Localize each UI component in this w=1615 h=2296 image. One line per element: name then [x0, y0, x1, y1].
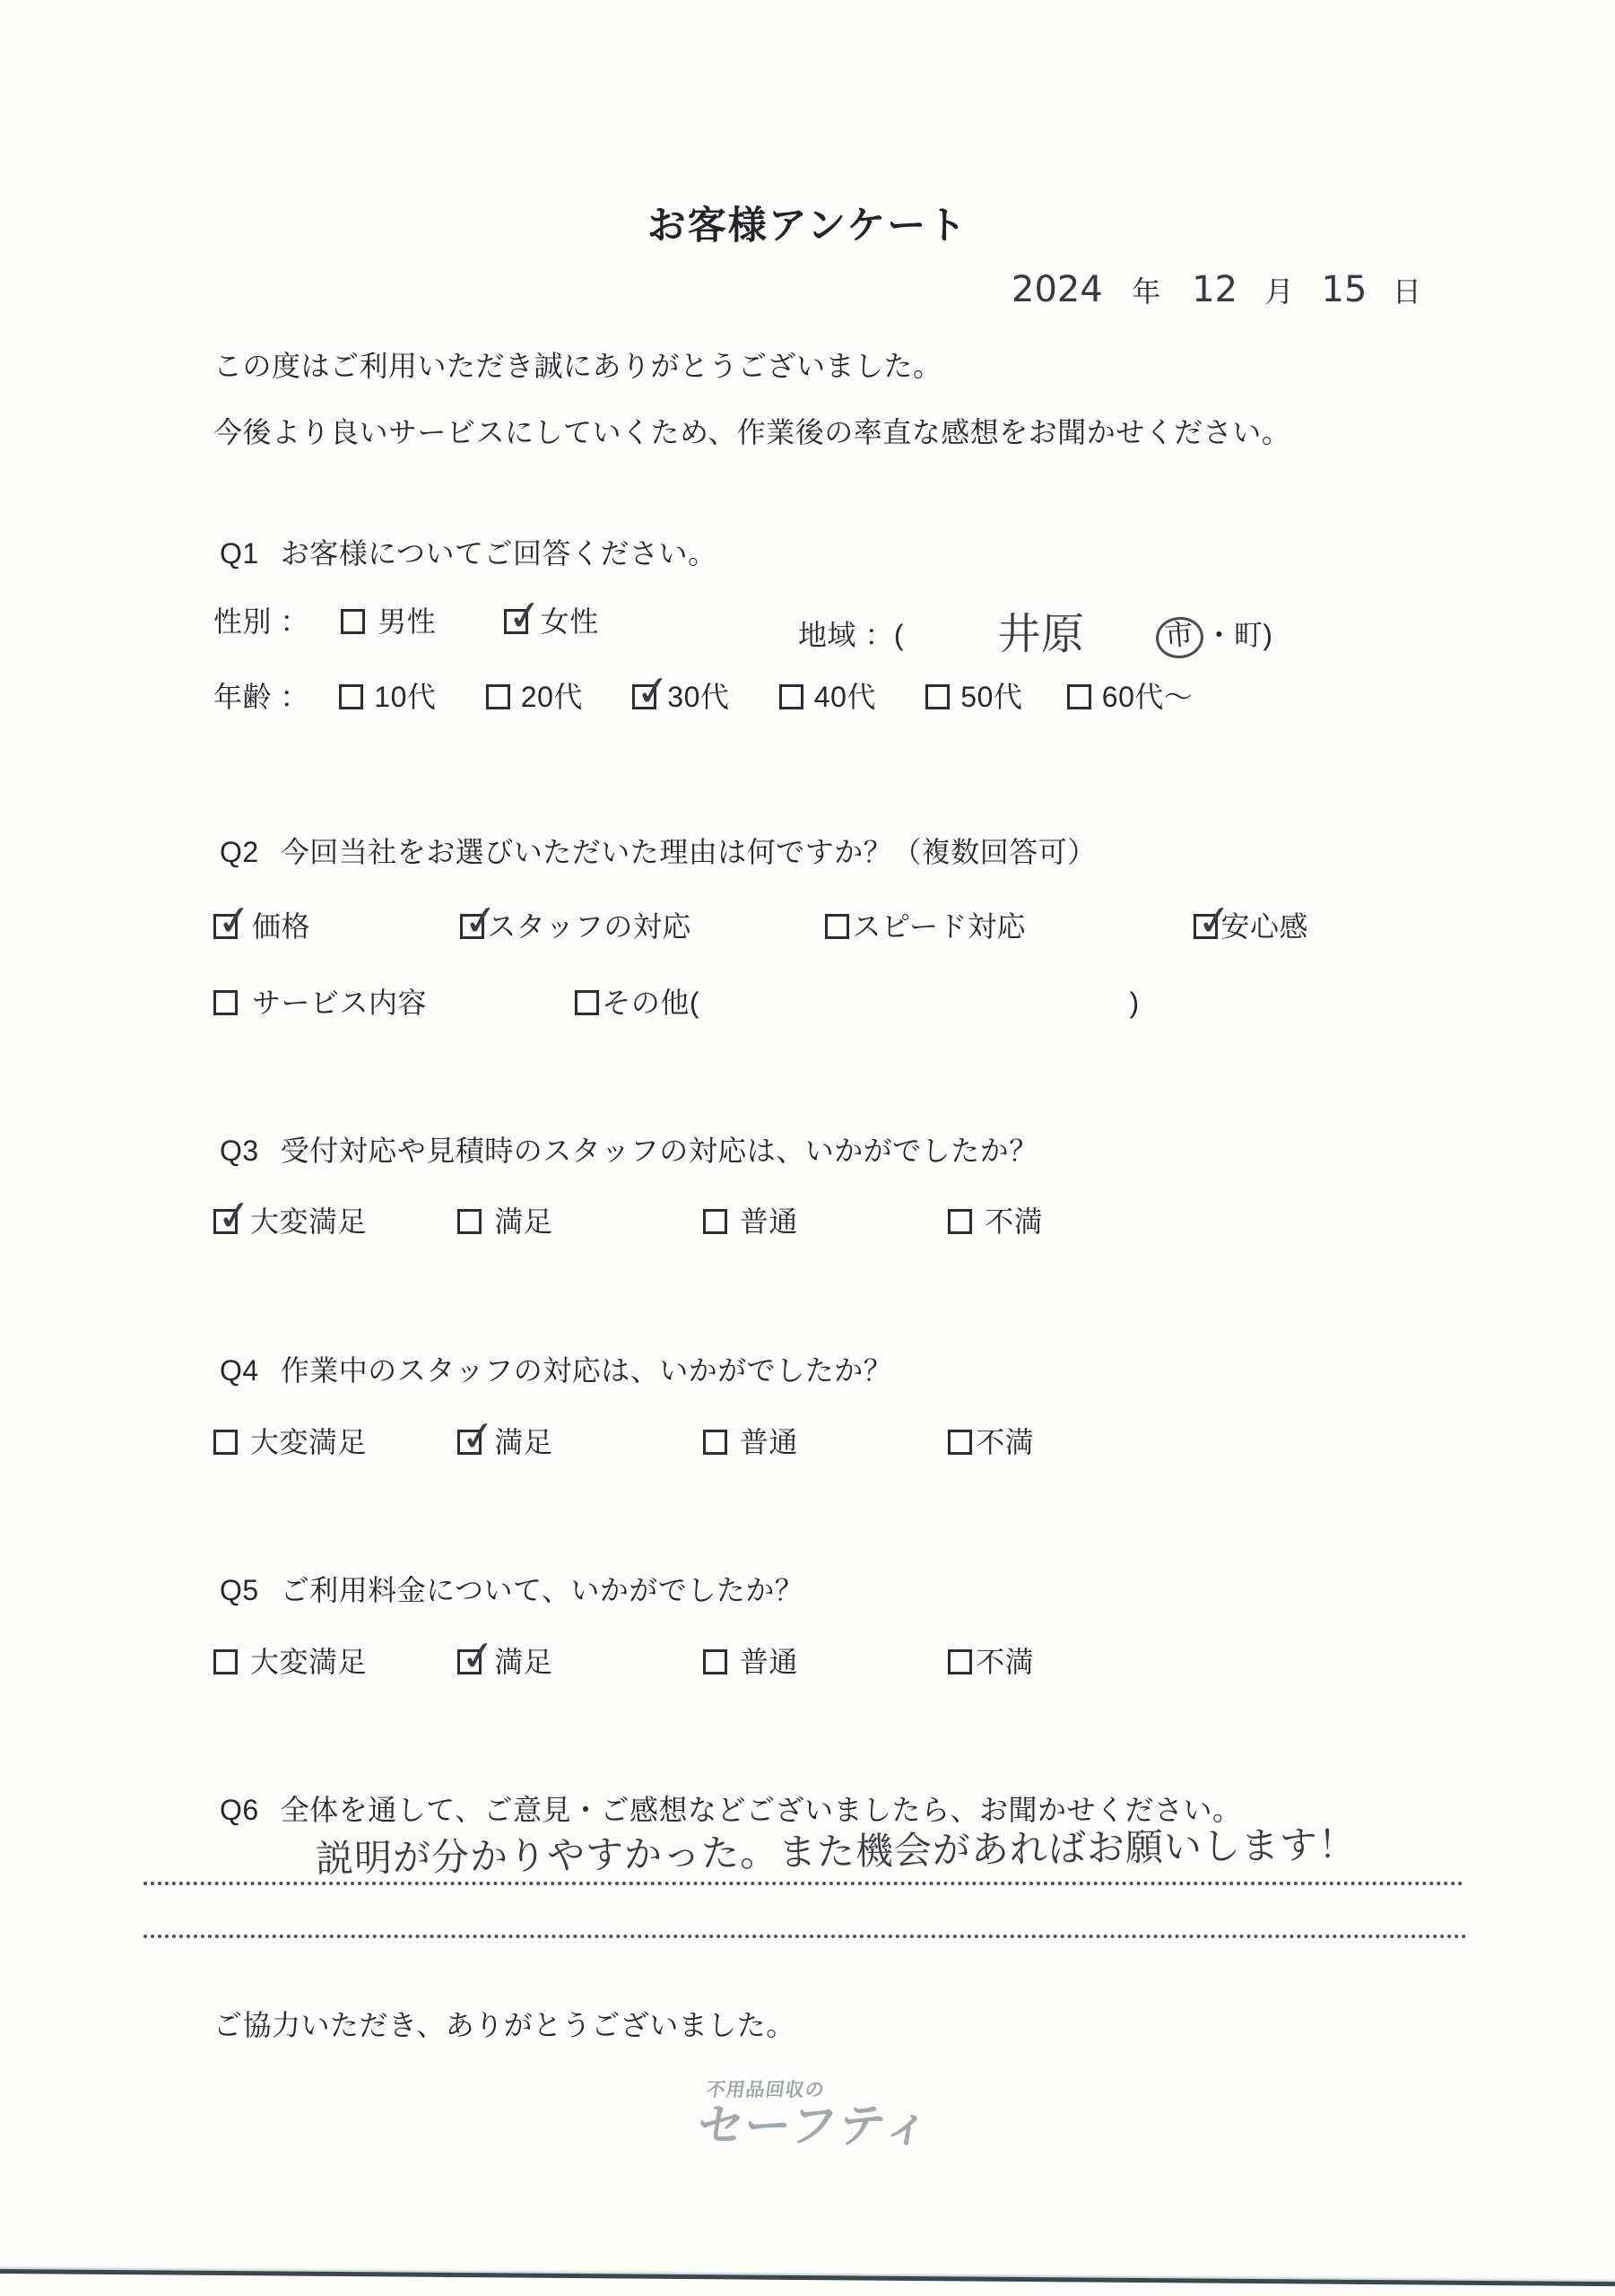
- company-logo: [694, 2075, 939, 2152]
- checkbox: [457, 1630, 499, 1682]
- date-year-value: 2024: [1012, 269, 1103, 310]
- checkbox: [504, 589, 545, 641]
- gender-option-female: ✓ 女性: [504, 589, 599, 641]
- closing-text: ご協力いただき、ありがとうございました。: [213, 2009, 795, 2041]
- q3-option-very-satisfied: ✓ 大変満足: [214, 1189, 368, 1241]
- checkmark-icon: ✓: [214, 1189, 255, 1241]
- checkbox: [703, 1649, 727, 1674]
- date-year-label: 年: [1132, 275, 1161, 308]
- q3-options-row: [213, 1189, 1044, 1241]
- checkbox: [486, 684, 510, 709]
- q5-options-row: [213, 1630, 1035, 1682]
- date-month-label: 月: [1264, 275, 1295, 308]
- q1-age-row: [213, 665, 1194, 717]
- checkbox: [213, 1649, 238, 1674]
- q3-option-neutral: 普通: [703, 1199, 798, 1240]
- q2-option-trust: ✓ 安心感: [1194, 894, 1308, 946]
- q6-handwritten-comment: 説明が分かりやすかった。また機会があればお願いします！: [315, 1822, 1358, 1881]
- checkbox: [1067, 684, 1091, 709]
- age-option-30s: ✓ 30代: [633, 665, 730, 717]
- q2-option-staff: ✓ スタッフの対応: [461, 894, 691, 946]
- scan-edge-line: [0, 2269, 1615, 2286]
- q2-other-close-paren: ): [1129, 987, 1140, 1019]
- region-circled-city: 市: [1154, 615, 1204, 660]
- q6-number: Q6: [220, 1794, 259, 1826]
- q4-option-dissatisfied: 不満: [948, 1420, 1034, 1461]
- q5-option-neutral: 普通: [703, 1639, 798, 1681]
- q5-number: Q5: [220, 1574, 259, 1606]
- date-month-value: 12: [1192, 269, 1238, 310]
- checkbox: [339, 684, 363, 709]
- checkmark-icon: ✓: [458, 1630, 499, 1682]
- q5-option-satisfied: ✓ 満足: [458, 1630, 553, 1682]
- checkmark-icon: ✓: [458, 1410, 499, 1462]
- logo-name: セーフティ: [693, 2100, 936, 2152]
- age-option-50s: 50代: [925, 674, 1022, 716]
- checkbox: [1194, 894, 1236, 946]
- date-day-label: 日: [1392, 275, 1422, 308]
- intro-line-1: この度はご利用いただき誠にありがとうございました。: [213, 350, 942, 382]
- q3-option-dissatisfied: 不満: [948, 1199, 1043, 1240]
- date-day-value: 15: [1321, 269, 1368, 310]
- gender-label: 性別 ：: [213, 605, 309, 638]
- q4-option-satisfied: ✓ 満足: [458, 1410, 553, 1462]
- age-option-10s: 10代: [339, 674, 436, 716]
- page-title: お客様アンケート: [647, 204, 968, 248]
- q4-options-row: [213, 1410, 1035, 1462]
- checkbox: [460, 894, 502, 946]
- checkbox: [703, 1209, 727, 1234]
- q2-option-speed: スピード対応: [825, 904, 1026, 945]
- checkbox: [341, 609, 365, 634]
- checkmark-icon: ✓: [504, 589, 545, 641]
- q4-option-very-satisfied: 大変満足: [213, 1420, 367, 1461]
- q1-heading: Q1 お客様についてご回答ください。: [220, 537, 717, 570]
- region-label: 地域 ：(: [798, 619, 905, 651]
- intro-line-2: 今後より良いサービスにしていくため、作業後の率直な感想をお聞かせください。: [213, 416, 1291, 448]
- checkmark-icon: ✓: [461, 894, 502, 946]
- q3-heading: Q3 受付対応や見積時のスタッフの対応は、いかがでしたか？: [220, 1135, 1038, 1167]
- checkmark-icon: ✓: [214, 894, 255, 946]
- checkbox: [948, 1649, 972, 1674]
- checkbox: [457, 1209, 482, 1234]
- q4-option-neutral: 普通: [703, 1420, 798, 1461]
- checkmark-icon: ✓: [1194, 894, 1236, 946]
- q4-heading: Q4 作業中のスタッフの対応は、いかがでしたか？: [220, 1354, 893, 1387]
- q6-heading: Q6 全体を通して、ご意見・ご感想などございましたら、お聞かせください。: [220, 1794, 1242, 1826]
- age-option-40s: 40代: [779, 674, 876, 716]
- checkbox: [213, 990, 238, 1015]
- age-option-20s: 20代: [486, 674, 583, 716]
- age-label: 年齢 ：: [213, 681, 309, 713]
- checkbox: [213, 1189, 255, 1241]
- q2-option-price: ✓ 価格: [214, 894, 311, 946]
- checkbox: [825, 914, 849, 939]
- checkbox: [213, 894, 255, 946]
- q3-option-satisfied: 満足: [457, 1199, 552, 1240]
- comment-line-1: [143, 1882, 1463, 1885]
- q1-gender-row: [213, 589, 599, 641]
- checkbox: [779, 684, 803, 709]
- checkbox: [457, 1410, 499, 1462]
- checkmark-icon: ✓: [633, 665, 674, 717]
- age-option-60s: 60代～: [1067, 674, 1194, 716]
- q3-number: Q3: [220, 1135, 259, 1167]
- checkbox: [925, 684, 950, 709]
- checkbox: [703, 1430, 727, 1455]
- q2-options-row-1: [213, 894, 1308, 946]
- q2-options-row-2: [213, 980, 1140, 1022]
- region-suffix: ・町): [1204, 619, 1273, 651]
- q2-heading: Q2 今回当社をお選びいただいた理由は何ですか？（複数回答可）: [220, 836, 1097, 868]
- gender-option-male: 男性: [341, 599, 436, 640]
- checkbox: [575, 990, 599, 1015]
- q1-number: Q1: [220, 537, 259, 570]
- comment-line-2: [143, 1935, 1467, 1938]
- checkbox: [632, 665, 674, 717]
- checkbox: [948, 1430, 972, 1455]
- q2-option-service: サービス内容: [213, 980, 427, 1022]
- region-handwritten-value: 井原: [997, 609, 1085, 659]
- checkbox: [213, 1430, 238, 1455]
- logo-tagline: 不用品回収の: [705, 2080, 827, 2100]
- q2-option-other: その他(: [575, 980, 699, 1022]
- q2-number: Q2: [220, 836, 259, 868]
- q5-option-dissatisfied: 不満: [948, 1639, 1034, 1681]
- q4-number: Q4: [220, 1354, 259, 1387]
- q5-option-very-satisfied: 大変満足: [213, 1639, 367, 1681]
- checkbox: [948, 1209, 972, 1234]
- q1-region-row: [798, 599, 1273, 661]
- q5-heading: Q5 ご利用料金について、いかがでしたか？: [220, 1574, 804, 1606]
- date-line: [1012, 269, 1421, 310]
